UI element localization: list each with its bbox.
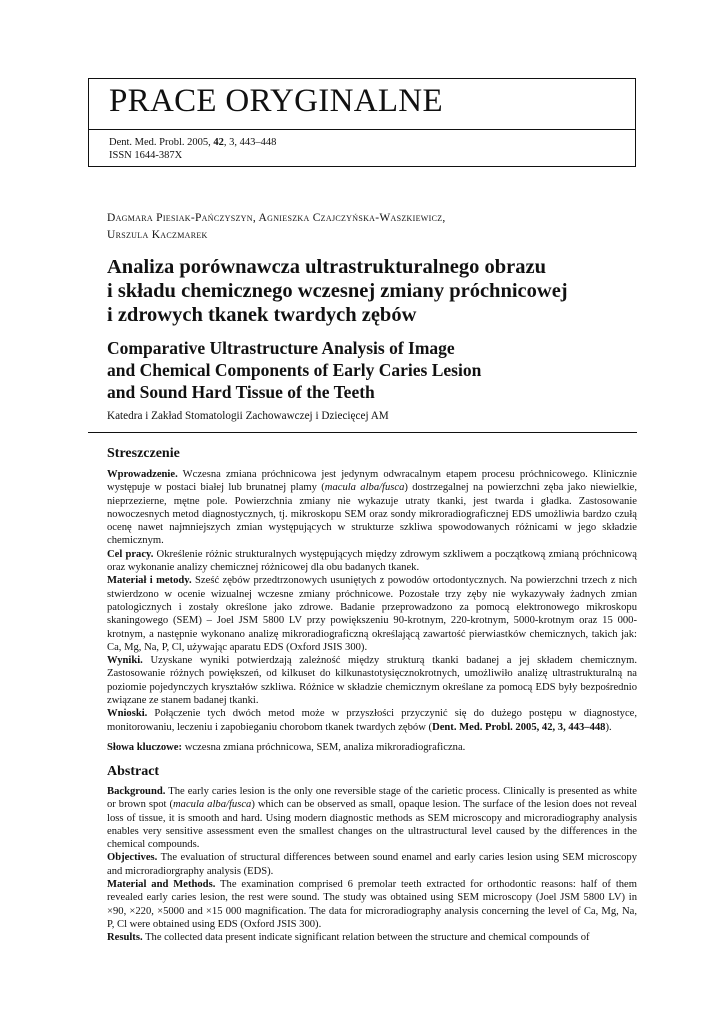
results-paragraph: Wyniki. Uzyskane wyniki potwierdzają zależność między strukturą tkanki badanej a jej składem chemicznym. Zastosowanie różnych powiększeń, od kilkuset do kilkunastotysięcznokrotnych, umożliwiło analizę ultrastrukturalną na poziomie pojedynczych kryształów szkliwa. Różnice w składzie chemicznym określane za pomocą EDS były bezpośrednio związane ze stanem badanej tkanki. [107,655,637,707]
issn: ISSN 1644-387X [109,150,183,161]
title-polish [107,255,637,327]
objectives-paragraph: Objectives. The evaluation of structural differences between sound enamel and early caries lesion using SEM microscopy and microradiorgraphy analysis (EDS). [107,852,637,877]
section-title: PRACE ORYGINALNE [109,83,443,119]
keywords-paragraph: Słowa kluczowe: wczesna zmiana próchnicowa, SEM, analiza mikroradiograficzna. [107,741,466,753]
title-pl-line-2: i składu chemicznego wczesnej zmiany próchnicowej [107,280,568,302]
title-en-line-1: Comparative Ultrastructure Analysis of Image [107,338,455,358]
title-en-line-3: and Sound Hard Tissue of the Teeth [107,382,375,402]
authors [107,210,637,244]
title-english [107,337,637,403]
streszczenie-heading: Streszczenie [107,446,180,461]
methods-paragraph-en: Material and Methods. The examination comprised 6 premolar teeth extracted for orthodontic reasons: half of them revealed early caries lesion, the rest were sound. The study was obtained using SEM microscopy (Joel JSM 5800 LV) in ×90, ×220, ×5000 and ×15 000 magnification. The data for microradiography analysis concerning the level of Ca, Mg, Na, P, Cl were obtained using EDS (Oxford JSIS 300). [107,879,637,930]
intro-paragraph: Wprowadzenie. Wczesna zmiana próchnicowa jest jedynym odwracalnym etapem procesu próchnicowego. Klinicznie występuje w postaci białej lub brunatnej plamy (macula alba/fusca) dostrzegalnej na powierzchni zęba jako niewielkie, nieprzezierne, mętne pole. Powierzchnia zmiany nie wykazuje utraty tkanki, jest twarda i gładka. Zastosowanie nowoczesnych metod diagnostycznych, tj. mikroskopu SEM oraz sondy mikroradiograficznej EDS umożliwia bardzo czułą ocenę nawet najmniejszych zmian występujących w strukturze szkliwa spowodowanych różnicami w jego składzie chemicznym. [107,469,637,547]
citation-line: Dent. Med. Probl. 2005, 42, 3, 443–448 [109,137,277,148]
affiliation: Katedra i Zakład Stomatologii Zachowawczej i Dziecięcej AM [107,410,389,422]
citation-box [88,130,636,167]
abstract-body [107,785,637,945]
title-en-line-2: and Chemical Components of Early Caries Lesion [107,360,482,380]
title-pl-line-3: i zdrowych tkanek twardych zębów [107,304,417,326]
authors-line-1: Dagmara Piesiak-Pańczyszyn, Agnieszka Czajczyńska-Waszkiewicz, [107,212,446,224]
methods-paragraph: Materiał i metody. Sześć zębów przedtrzonowych usuniętych z powodów ortodontycznych. Na powierzchni trzech z nich stwierdzono w ocenie wizualnej wczesne zmiany próchnicowe. Pozostałe trzy zęby nie wykazywały żadnych zmian patologicznych i zostały określone jako zdrowe. Badanie przeprowadzono za pomocą elektronowego mikroskopu skaningowego (SEM) – Joel JSM 5800 LV przy powiększeniu 90-krotnym, 220-krotnym, 5000-krotnym oraz 15 000-krotnym, a następnie wykonano analizę mikroradiograficzną określającą zawartość pierwiastków chemicznych, takich jak: Ca, Mg, Na, P, Cl, używając aparatu EDS (Oxford JSIS 300). [107,575,637,653]
conclusions-paragraph: Wnioski. Połączenie tych dwóch metod może w przyszłości przyczynić się do dużego postępu w diagnostyce, monitorowaniu, leczeniu i zapobieganiu chorobom tkanek twardych zębów (Dent. Med. Probl. 2005, 42, 3, 443–448). [107,708,637,733]
results-paragraph-en: Results. The collected data present indicate significant relation between the structure and chemical compounds of [107,932,590,944]
aim-paragraph: Cel pracy. Określenie różnic strukturalnych występujących między zdrowym szkliwem a początkową zmianą próchnicową oraz wykonanie analizy chemicznej różnicowej dla obu badanych tkanek. [107,548,637,574]
streszczenie-body [107,468,637,754]
divider [88,432,637,433]
authors-line-2: Urszula Kaczmarek [107,229,208,241]
title-pl-line-1: Analiza porównawcza ultrastrukturalnego obrazu [107,256,547,278]
background-paragraph: Background. The early caries lesion is the only one reversible stage of the carietic process. Clinically is presented as white or brown spot (macula alba/fusca) which can be observed as small, opaque lesion. The surface of the lesion does not reveal loss of tissue, it is smooth and hard. Using modern diagnostic methods as SEM microscopy and microradiography analysis enables very sensitive assessment even the smallest changes on the ultrastructural level caused by the differences in the chemical compounds. [107,786,638,851]
section-header-box [88,78,636,130]
abstract-heading: Abstract [107,764,160,779]
